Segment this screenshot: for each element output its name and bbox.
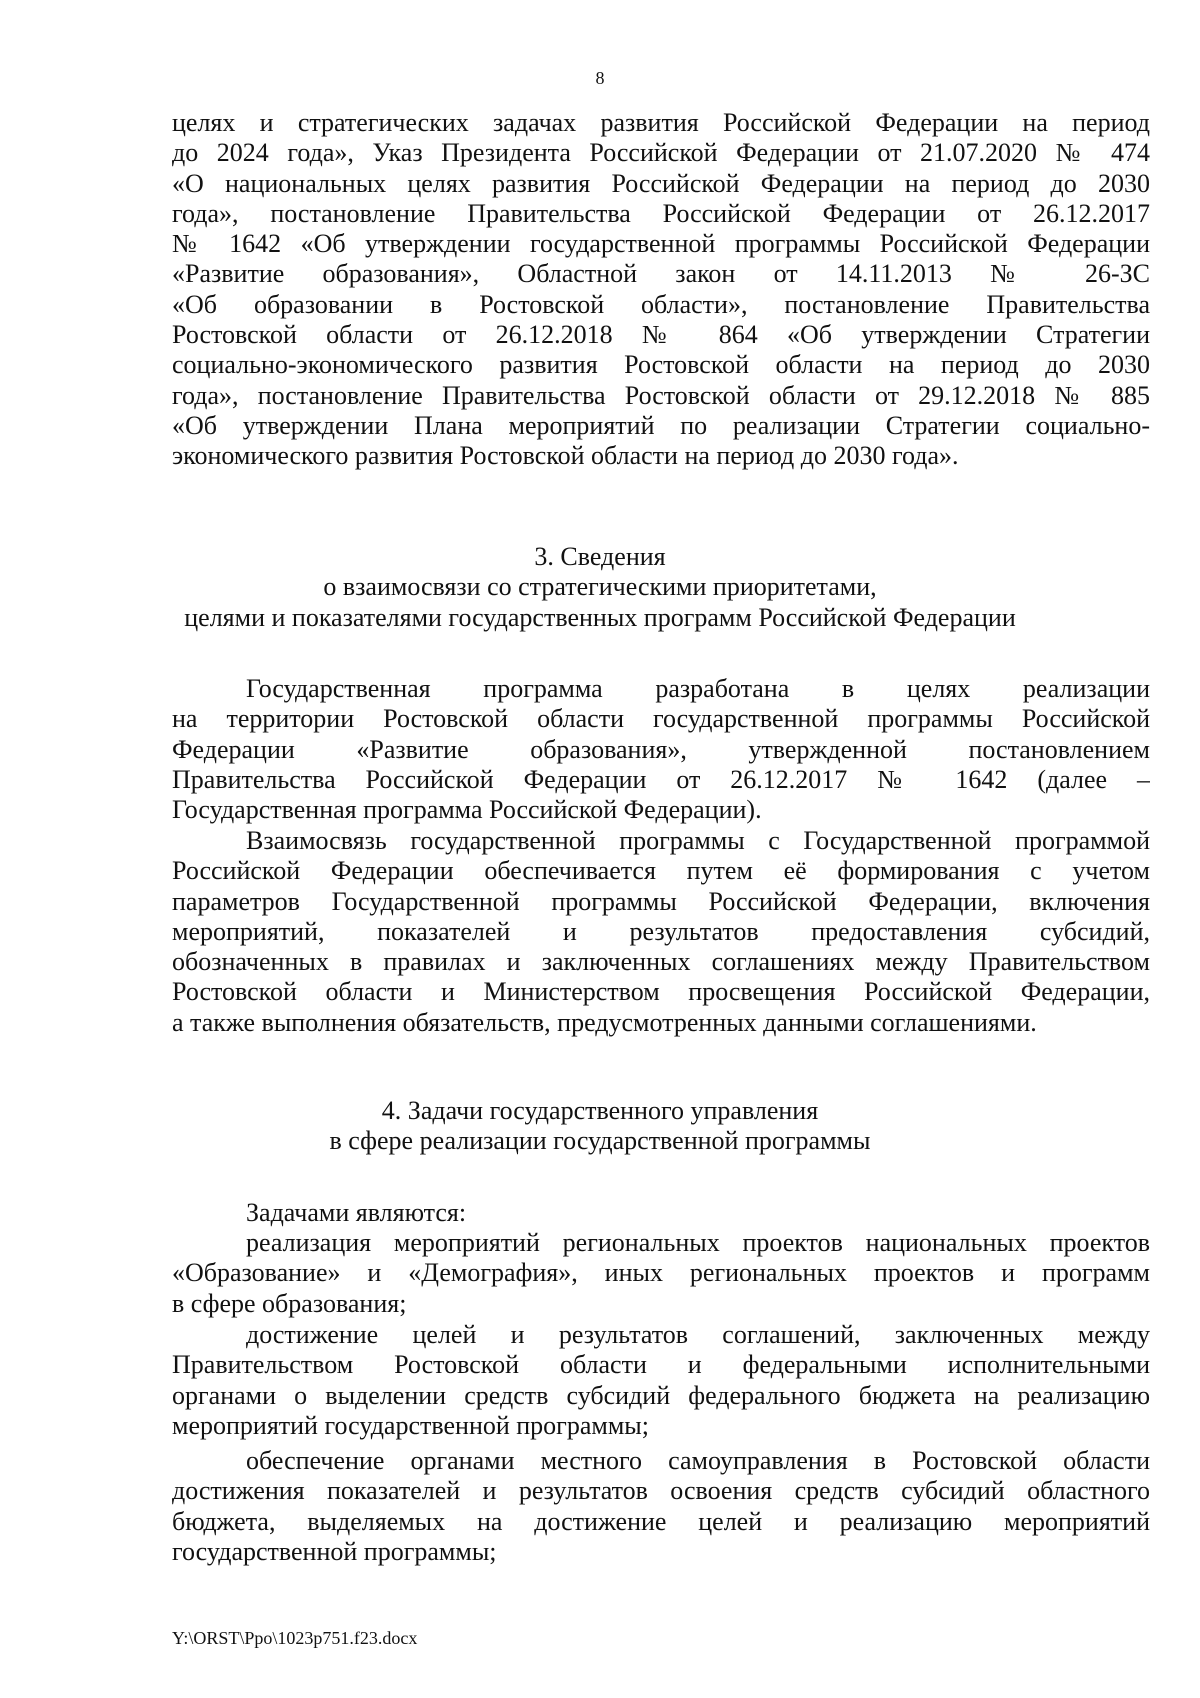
heading-line: 4. Задачи государственного управления (381, 1096, 819, 1125)
section-3-paragraph-1 (172, 674, 1150, 825)
text-line: государственной программы; (172, 1536, 497, 1566)
heading-line: в сфере реализации государственной программы (329, 1126, 871, 1156)
text-line: реализация мероприятий региональных проектов национальных проектов (246, 1228, 1150, 1257)
text-line: достижение целей и результатов соглашений, заключенных между (246, 1320, 1150, 1349)
text-line: целях и стратегических задачах развития Российской Федерации на период (172, 108, 1150, 137)
text-line: «Об утверждении Плана мероприятий по реализации Стратегии социально- (172, 410, 1150, 440)
section-4-heading (0, 1096, 1200, 1157)
text-line: «Об образовании в Ростовской области», постановление Правительства (172, 289, 1150, 319)
text-line: Ростовской области и Министерством просвещения Российской Федерации, (172, 977, 1150, 1007)
text-line: Государственная программа Российской Федерации). (172, 795, 762, 825)
text-line: на территории Ростовской области государственной программы Российской (172, 704, 1150, 734)
heading-line: целями и показателями государственных программ Российской Федерации (184, 602, 1016, 632)
text-line: в сфере образования; (172, 1288, 407, 1318)
text-line: Задачами являются: (246, 1198, 467, 1227)
text-line: органами о выделении средств субсидий федерального бюджета на реализацию (172, 1380, 1150, 1410)
text-line: параметров Государственной программы Российской Федерации, включения (172, 886, 1150, 916)
section-3-heading (0, 542, 1200, 633)
text-line: мероприятий государственной программы; (172, 1410, 649, 1440)
text-line: года», постановление Правительства Ростовской области от 29.12.2018 № 885 (172, 380, 1150, 410)
text-line: социально-экономического развития Ростовской области на период до 2030 (172, 350, 1150, 380)
text-line: Российской Федерации обеспечивается путем её формирования с учетом (172, 856, 1150, 886)
paragraph-continuation (172, 108, 1150, 472)
task-item-2 (172, 1320, 1150, 1441)
text-line: Государственная программа разработана в целях реализации (246, 674, 1150, 703)
text-line: Правительства Российской Федерации от 26.12.2017 № 1642 (далее – (172, 764, 1150, 794)
task-item-1 (172, 1228, 1150, 1319)
text-line: достижения показателей и результатов освоения средств субсидий областного (172, 1476, 1150, 1506)
text-line: бюджета, выделяемых на достижение целей и реализацию мероприятий (172, 1506, 1150, 1536)
section-3-paragraph-2 (172, 826, 1150, 1038)
text-line: обеспечение органами местного самоуправления в Ростовской области (246, 1446, 1150, 1475)
section-4-intro (172, 1198, 1150, 1228)
heading-line: 3. Сведения (534, 542, 666, 571)
page-number: 8 (595, 68, 605, 88)
text-line: «О национальных целях развития Российской Федерации на период до 2030 (172, 168, 1150, 198)
file-path-footer: Y:\ORST\Ppo\1023p751.f23.docx (172, 1628, 418, 1648)
text-line: обозначенных в правилах и заключенных соглашениях между Правительством (172, 947, 1150, 977)
text-line: Взаимосвязь государственной программы с Государственной программой (246, 826, 1150, 855)
text-line: года», постановление Правительства Российской Федерации от 26.12.2017 (172, 198, 1150, 228)
task-item-3 (172, 1446, 1150, 1567)
text-line: «Образование» и «Демография», иных региональных проектов и программ (172, 1258, 1150, 1288)
text-line: «Развитие образования», Областной закон от 14.11.2013 № 26-ЗС (172, 259, 1150, 289)
heading-line: о взаимосвязи со стратегическими приоритетами, (323, 572, 877, 602)
text-line: Федерации «Развитие образования», утвержденной постановлением (172, 734, 1150, 764)
text-line: Правительством Ростовской области и федеральными исполнительными (172, 1350, 1150, 1380)
text-line: Ростовской области от 26.12.2018 № 864 «Об утверждении Стратегии (172, 320, 1150, 350)
text-line: до 2024 года», Указ Президента Российской Федерации от 21.07.2020 № 474 (172, 138, 1150, 168)
text-line: № 1642 «Об утверждении государственной программы Российской Федерации (172, 229, 1150, 259)
text-line: мероприятий, показателей и результатов предоставления субсидий, (172, 916, 1150, 946)
text-line: экономического развития Ростовской области на период до 2030 года». (172, 441, 959, 471)
text-line: а также выполнения обязательств, предусмотренных данными соглашениями. (172, 1007, 1037, 1037)
